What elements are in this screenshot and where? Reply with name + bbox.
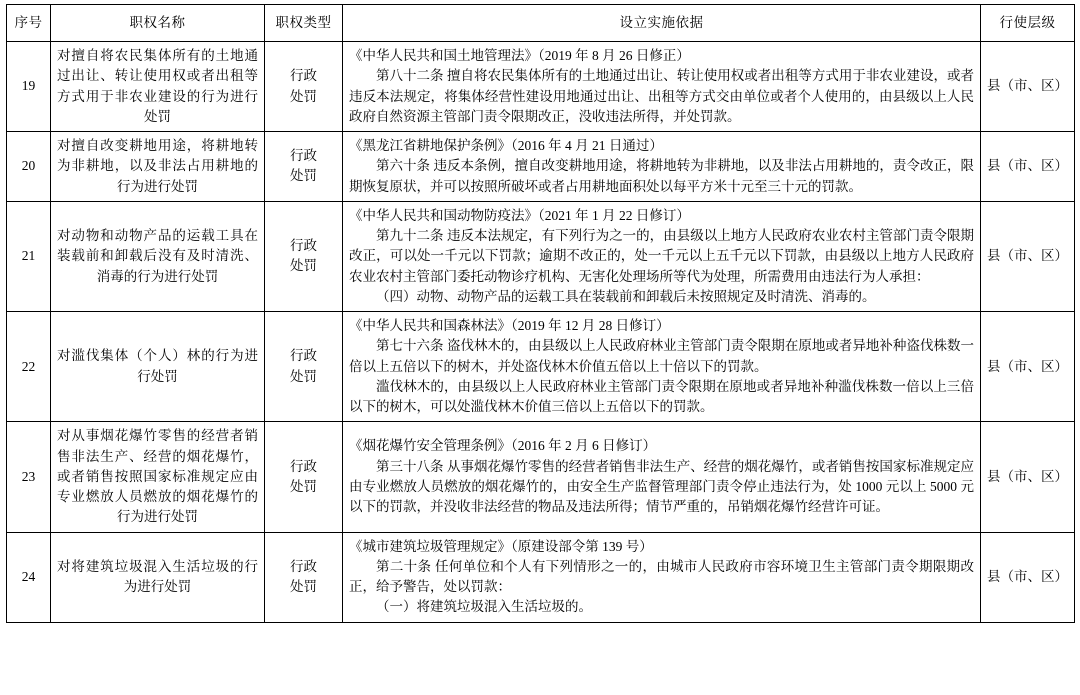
- cell-power-type: 行政 处罚: [265, 201, 343, 311]
- cell-exercise-level: 县（市、区）: [981, 422, 1075, 532]
- legal-basis-title: 《烟花爆竹安全管理条例》（2016 年 2 月 6 日修订）: [349, 438, 657, 454]
- column-header-seq: 序号: [7, 5, 51, 42]
- column-header-basis: 设立实施依据: [343, 5, 981, 42]
- legal-basis-clause: 滥伐林木的，由县级以上人民政府林业主管部门责令限期在原地或者异地补种滥伐株数一倍以上三倍以下的树木，可以处滥伐林木价值三倍以上五倍以下的罚款。: [349, 378, 974, 414]
- cell-power-type: 行政 处罚: [265, 532, 343, 622]
- cell-legal-basis: [343, 42, 981, 132]
- legal-basis-title: 《城市建筑垃圾管理规定》（原建设部令第 139 号）: [349, 538, 653, 554]
- legal-basis-clause: （一）将建筑垃圾混入生活垃圾的。: [376, 599, 592, 615]
- table-row: [7, 42, 1075, 132]
- cell-sequence-number: 19: [7, 42, 51, 132]
- cell-legal-basis: [343, 532, 981, 622]
- cell-exercise-level: 县（市、区）: [981, 132, 1075, 202]
- cell-exercise-level: 县（市、区）: [981, 42, 1075, 132]
- legal-basis-title: 《中华人民共和国土地管理法》（2019 年 8 月 26 日修正）: [349, 48, 690, 63]
- legal-basis-clause: 第二十条 任何单位和个人有下列情形之一的，由城市人民政府市容环境卫生主管部门责令期限期改正，给予警告，处以罚款：: [349, 558, 974, 594]
- cell-legal-basis: [343, 312, 981, 422]
- table-row: [7, 422, 1075, 532]
- cell-sequence-number: 20: [7, 132, 51, 202]
- legal-basis-title: 《中华人民共和国动物防疫法》（2021 年 1 月 22 日修订）: [349, 207, 690, 223]
- legal-basis-clause: 第三十八条 从事烟花爆竹零售的经营者销售非法生产、经营的烟花爆竹，或者销售按国家标准规定应由专业燃放人员燃放的烟花爆竹的，由安全生产监督管理部门责令停止违法行为，处 1000 元以上 5000 元以下的罚款，并没收非法经营的物品及违法所得；情节严重的，吊销烟花爆竹经营许可证。: [349, 458, 974, 515]
- table-row: [7, 532, 1075, 622]
- cell-sequence-number: 21: [7, 201, 51, 311]
- table-body: [7, 42, 1075, 623]
- table-row: [7, 132, 1075, 202]
- cell-power-name: 对擅自将农民集体所有的土地通过出让、转让使用权或者出租等方式用于非农业建设的行为进行处罚: [51, 42, 265, 132]
- cell-power-name: 对动物和动物产品的运载工具在装载前和卸载后没有及时清洗、消毒的行为进行处罚: [51, 201, 265, 311]
- cell-power-name: 对将建筑垃圾混入生活垃圾的行为进行处罚: [51, 532, 265, 622]
- cell-power-type: 行政 处罚: [265, 132, 343, 202]
- cell-exercise-level: 县（市、区）: [981, 532, 1075, 622]
- cell-power-type: 行政 处罚: [265, 422, 343, 532]
- cell-power-name: 对滥伐集体（个人）林的行为进行处罚: [51, 312, 265, 422]
- cell-power-type: 行政 处罚: [265, 312, 343, 422]
- column-header-type: 职权类型: [265, 5, 343, 42]
- power-list-table: [6, 4, 1075, 623]
- legal-basis-clause: （四）动物、动物产品的运载工具在装载前和卸载后未按照规定及时清洗、消毒的。: [376, 288, 876, 304]
- legal-basis-title: 《黑龙江省耕地保护条例》（2016 年 4 月 21 日通过）: [349, 138, 663, 153]
- legal-basis-title: 《中华人民共和国森林法》（2019 年 12 月 28 日修订）: [349, 318, 670, 333]
- table-header-row: [7, 5, 1075, 42]
- cell-sequence-number: 24: [7, 532, 51, 622]
- table-row: [7, 312, 1075, 422]
- cell-exercise-level: 县（市、区）: [981, 312, 1075, 422]
- table-row: [7, 201, 1075, 311]
- cell-power-name: 对擅自改变耕地用途，将耕地转为非耕地，以及非法占用耕地的行为进行处罚: [51, 132, 265, 202]
- cell-legal-basis: [343, 201, 981, 311]
- cell-sequence-number: 23: [7, 422, 51, 532]
- column-header-name: 职权名称: [51, 5, 265, 42]
- cell-sequence-number: 22: [7, 312, 51, 422]
- cell-power-name: 对从事烟花爆竹零售的经营者销售非法生产、经营的烟花爆竹，或者销售按照国家标准规定应由专业燃放人员燃放的烟花爆竹的行为进行处罚: [51, 422, 265, 532]
- legal-basis-clause: 第八十二条 擅自将农民集体所有的土地通过出让、转让使用权或者出租等方式用于非农业建设，或者违反本法规定，将集体经营性建设用地通过出让、出租等方式交由单位或者个人使用的，由县级以上人民政府自然资源主管部门责令限期改正，没收违法所得，并处罚款。: [349, 68, 974, 124]
- cell-exercise-level: 县（市、区）: [981, 201, 1075, 311]
- table-header: [7, 5, 1075, 42]
- legal-basis-clause: 第六十条 违反本条例，擅自改变耕地用途，将耕地转为非耕地，以及非法占用耕地的，责令改正，限期恢复原状，并可以按照所破坏或者占用耕地面积处以每平方米十元至三十元的罚款。: [349, 158, 974, 194]
- cell-power-type: 行政 处罚: [265, 42, 343, 132]
- legal-basis-clause: 第九十二条 违反本法规定，有下列行为之一的，由县级以上地方人民政府农业农村主管部门责令限期改正，可以处一千元以下罚款；逾期不改正的，处一千元以上五千元以下罚款，由县级以上地方人民政府农业农村主管部门委托动物诊疗机构、无害化处理场所等代为处理，所需费用由违法行为人承担：: [349, 228, 974, 284]
- legal-basis-clause: 第七十六条 盗伐林木的，由县级以上人民政府林业主管部门责令限期在原地或者异地补种盗伐株数一倍以上五倍以下的树木，并处盗伐林木价值五倍以上十倍以下的罚款。: [349, 338, 974, 374]
- cell-legal-basis: [343, 132, 981, 202]
- cell-legal-basis: [343, 422, 981, 532]
- column-header-level: 行使层级: [981, 5, 1075, 42]
